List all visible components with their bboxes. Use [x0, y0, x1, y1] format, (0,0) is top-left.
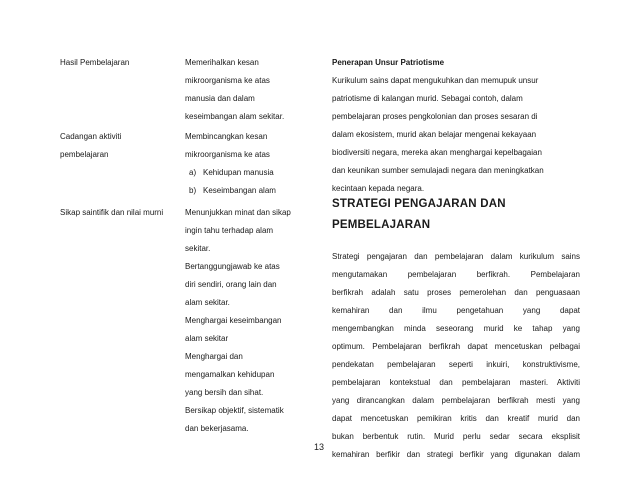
page-number: 13 — [313, 442, 324, 452]
table-row-description — [185, 54, 315, 126]
paragraph-line: dan keunikan sumber semulajadi negara dan meningkatkan — [332, 166, 544, 175]
desc-line: alam sekitar. — [185, 298, 230, 307]
paragraph-line: pembelajaran proses pengkolonian dan proses sesaran di — [332, 112, 538, 121]
table-row-label — [60, 54, 182, 72]
desc-line: Menghargai dan — [185, 352, 243, 361]
paragraph-line: berfikrah adalah satu proses pemerolehan dan penguasaan — [332, 288, 580, 297]
patriotism-paragraph — [332, 72, 580, 198]
paragraph-line: bukan berbentuk rutin. Murid perlu sedar secara eksplisit — [332, 432, 580, 441]
sub-item — [185, 182, 315, 200]
label-line: Hasil Pembelajaran — [60, 58, 130, 67]
paragraph-line: mengutamakan pembelajaran berfikrah. Pembelajaran — [332, 270, 580, 279]
desc-line: ingin tahu terhadap alam — [185, 226, 274, 235]
desc-line: yang bersih dan sihat. — [185, 388, 264, 397]
desc-line: dan bekerjasama. — [185, 424, 249, 433]
paragraph-line: pendekatan pembelajaran seperti inkuiri, konstruktivisme, — [332, 360, 580, 369]
paragraph-line: mengembangkan minda seseorang murid ke tahap yang — [332, 324, 580, 333]
paragraph-line: dalam ekosistem, murid akan belajar mengenai kekayaan — [332, 130, 537, 139]
desc-line: Memerihalkan kesan — [185, 58, 259, 67]
strategy-heading — [332, 194, 506, 236]
paragraph-line: patriotisme di kalangan murid. Sebagai contoh, dalam — [332, 94, 523, 103]
desc-line: alam sekitar — [185, 334, 229, 343]
paragraph-line: kemahiran berfikir dan strategi berfikir yang digunakan dalam — [332, 450, 580, 459]
patriotism-heading: Penerapan Unsur Patriotisme — [332, 58, 445, 67]
desc-line: Menghargai keseimbangan — [185, 316, 282, 325]
desc-line: manusia dan dalam — [185, 94, 255, 103]
sub-item — [185, 164, 315, 182]
paragraph-line: biodiversiti negara, mereka akan menghargai kepelbagaian — [332, 148, 542, 157]
desc-line: mikroorganisma ke atas — [185, 76, 270, 85]
desc-line: mengamalkan kehidupan — [185, 370, 275, 379]
paragraph-line: dapat mencetuskan pemikiran kritis dan kreatif murid dan — [332, 414, 580, 423]
sub-item-text: Keseimbangan alam — [203, 186, 276, 195]
table-row-description — [185, 128, 315, 200]
desc-line: Menunjukkan minat dan sikap — [185, 208, 291, 217]
heading-line: STRATEGI PENGAJARAN DAN — [332, 198, 506, 210]
paragraph-line: yang dirancangkan dalam pembelajaran berfikrah mesti yang — [332, 396, 580, 405]
paragraph-line: Strategi pengajaran dan pembelajaran dalam kurikulum sains — [332, 252, 580, 261]
body-text-column — [332, 0, 580, 493]
label-line: Cadangan aktiviti — [60, 132, 122, 141]
paragraph-line: pembelajaran kontekstual dan pembelajaran masteri. Aktiviti — [332, 378, 580, 387]
paragraph-line: optimum. Pembelajaran berfikrah dapat mencetuskan pelbagai — [332, 342, 580, 351]
label-line: pembelajaran — [60, 150, 109, 159]
sub-item-text: Kehidupan manusia — [203, 168, 274, 177]
sub-item-marker: a) — [189, 168, 197, 177]
desc-line: sekitar. — [185, 244, 211, 253]
strategy-paragraph — [332, 248, 580, 464]
paragraph-line: kecintaan kepada negara. — [332, 184, 425, 193]
paragraph-line: kemahiran dan ilmu pengetahuan yang dapat — [332, 306, 580, 315]
heading-line: PEMBELAJARAN — [332, 219, 431, 231]
desc-line: mikroorganisma ke atas — [185, 150, 270, 159]
desc-line: Bersikap objektif, sistematik — [185, 406, 284, 415]
table-row-description — [185, 204, 315, 438]
sub-item-marker: b) — [189, 186, 197, 195]
desc-line: Membincangkan kesan — [185, 132, 268, 141]
table-row-label — [60, 128, 182, 164]
table-row-label — [60, 204, 182, 222]
desc-line: keseimbangan alam sekitar. — [185, 112, 285, 121]
label-line: Sikap saintifik dan nilai murni — [60, 208, 164, 217]
desc-line: Bertanggungjawab ke atas — [185, 262, 280, 271]
paragraph-line: Kurikulum sains dapat mengukuhkan dan memupuk unsur — [332, 76, 539, 85]
desc-line: diri sendiri, orang lain dan — [185, 280, 277, 289]
